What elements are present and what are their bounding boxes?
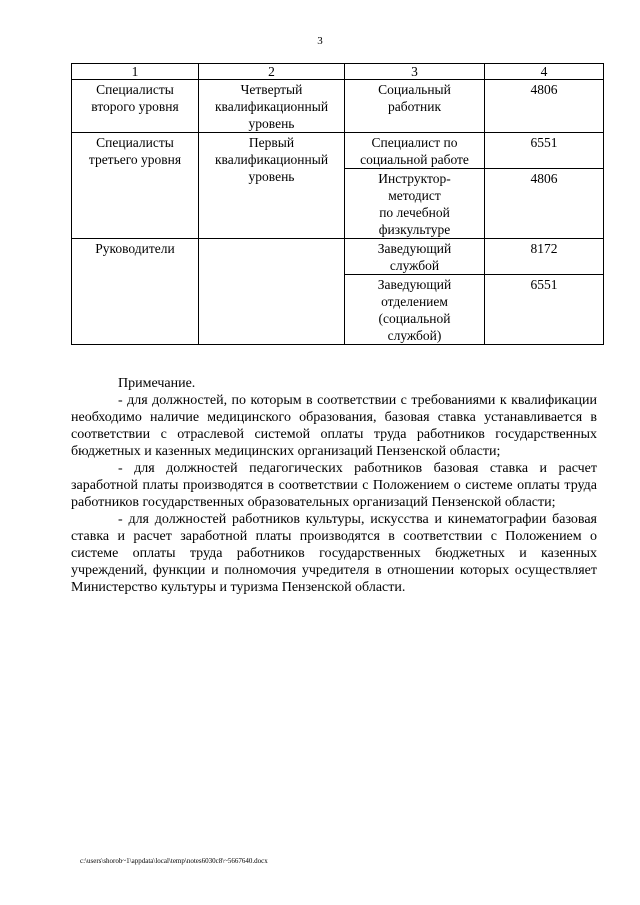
qualification-group-cell: Специалисты третьего уровня <box>72 133 199 239</box>
column-header: 1 <box>72 64 199 80</box>
table-row <box>72 80 604 133</box>
column-header: 2 <box>199 64 345 80</box>
position-cell: Социальный работник <box>345 80 485 133</box>
position-cell: Специалист по социальной работе <box>345 133 485 169</box>
salary-table <box>71 63 604 345</box>
base-rate-cell: 4806 <box>485 80 604 133</box>
base-rate-cell: 8172 <box>485 239 604 275</box>
page-number: 3 <box>317 35 323 47</box>
file-path-footer: c:\users\shorob~1\appdata\local\temp\notes6030c8\~5667640.docx <box>80 857 268 865</box>
column-header: 4 <box>485 64 604 80</box>
position-cell: Инструктор- методист по лечебной физкультуре <box>345 169 485 239</box>
position-cell: Заведующий отделением (социальной службой) <box>345 275 485 345</box>
base-rate-cell: 6551 <box>485 275 604 345</box>
qualification-group-cell: Специалисты второго уровня <box>72 80 199 133</box>
table-row <box>72 133 604 169</box>
note-title: Примечание. <box>118 376 196 391</box>
qualification-level-cell: Четвертый квалификационный уровень <box>199 80 345 133</box>
note-item: - для должностей педагогических работников базовая ставка и расчет заработной платы производятся в соответствии с Положением о системе оплаты труда работников государственных образовательных организаций Пензенской области; <box>71 461 597 510</box>
qualification-level-cell: Первый квалификационный уровень <box>199 133 345 239</box>
qualification-level-cell <box>199 239 345 345</box>
table-row <box>72 239 604 275</box>
position-cell: Заведующий службой <box>345 239 485 275</box>
note-item: - для должностей работников культуры, искусства и кинематографии базовая ставка и расчет заработной платы производятся в соответствии с Положением о системе оплаты труда работников государственных бюджетных и казенных учреждений, функции и полномочия учредителя в отношении которых осуществляет Министерство культуры и туризма Пензенской области. <box>71 512 597 595</box>
base-rate-cell: 6551 <box>485 133 604 169</box>
qualification-group-cell: Руководители <box>72 239 199 345</box>
base-rate-cell: 4806 <box>485 169 604 239</box>
note-section <box>71 375 597 596</box>
note-item: - для должностей, по которым в соответствии с требованиями к квалификации необходимо наличие медицинского образования, базовая ставка устанавливается в соответствии с отраслевой системой оплаты труда работников государственных бюджетных и казенных медицинских организаций Пензенской области; <box>71 393 597 459</box>
table-header-row <box>72 64 604 80</box>
column-header: 3 <box>345 64 485 80</box>
